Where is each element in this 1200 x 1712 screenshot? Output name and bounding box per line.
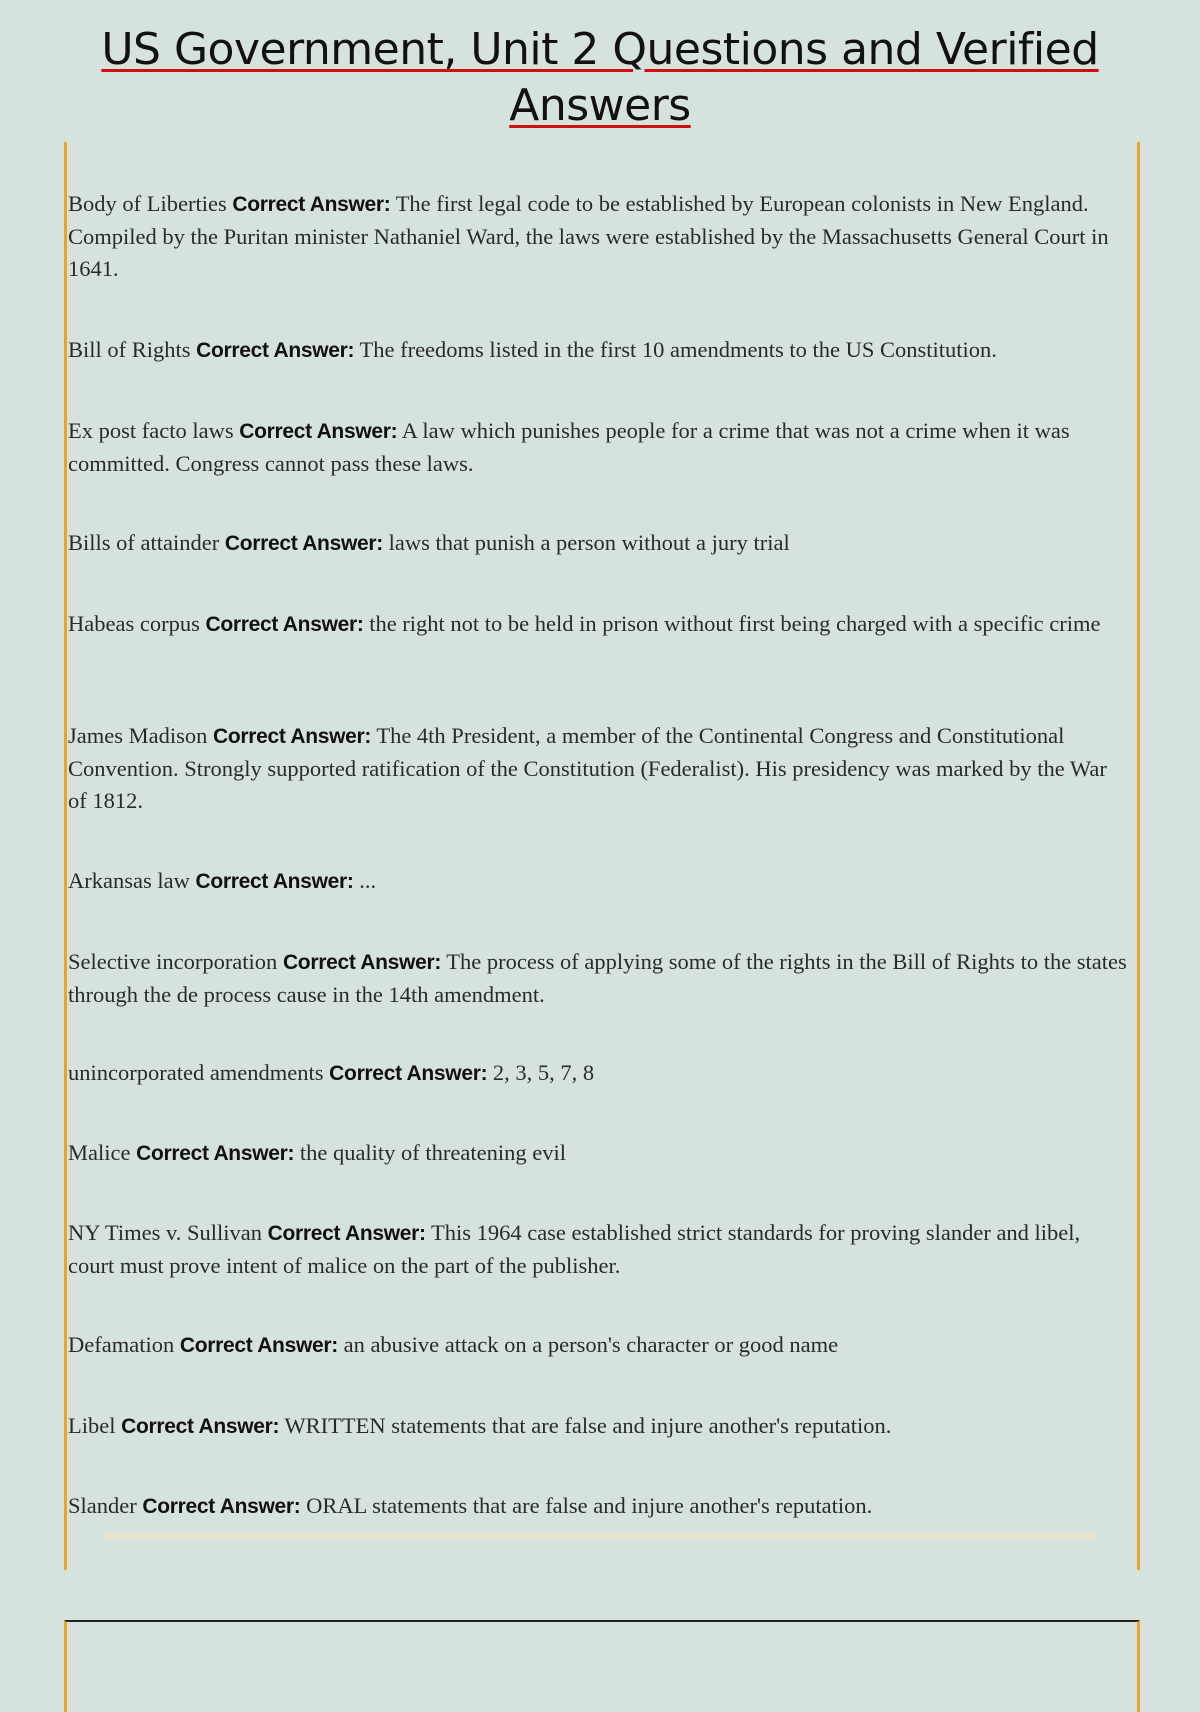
page-title-text: US Government, Unit 2 Questions and Verified Answers [101, 24, 1099, 131]
answer-label: Correct Answer: [282, 951, 442, 974]
answer-label: Correct Answer: [329, 1062, 488, 1085]
answer-label: Correct Answer: [267, 1222, 426, 1245]
qa-entry [68, 188, 1128, 285]
qa-entry [68, 608, 1128, 641]
qa-entry [68, 334, 1128, 367]
next-page-frame [64, 1620, 1140, 1712]
qa-term: Selective incorporation [68, 949, 278, 974]
qa-entry [68, 720, 1128, 817]
qa-term: Habeas corpus [68, 611, 200, 636]
page-title [60, 22, 1140, 134]
answer-label: Correct Answer: [179, 1334, 338, 1357]
qa-term: Bill of Rights [68, 337, 191, 362]
qa-answer: 2, 3, 5, 7, 8 [492, 1060, 595, 1085]
qa-term: NY Times v. Sullivan [68, 1220, 262, 1245]
qa-answer: ... [359, 868, 377, 893]
qa-term: James Madison [68, 723, 208, 748]
qa-term: Defamation [68, 1332, 175, 1357]
qa-term: Bills of attainder [68, 530, 220, 555]
qa-entry [68, 1410, 1128, 1443]
qa-answer: The 4th President, a member of the Continental Congress and Constitutional Convention. Strongly supported ratification of the Constitution (Federalist). His presidency was marked by the War of 1812. [68, 723, 1107, 813]
qa-term: Slander [68, 1493, 137, 1518]
qa-term: Libel [68, 1413, 116, 1438]
answer-label: Correct Answer: [232, 193, 391, 216]
qa-entry [68, 946, 1128, 1011]
qa-answer: The process of applying some of the rights in the Bill of Rights to the states through the de process cause in the 14th amendment. [68, 949, 1127, 1007]
qa-answer: ORAL statements that are false and injure another's reputation. [306, 1493, 873, 1518]
qa-term: Malice [68, 1140, 131, 1165]
qa-entry [68, 1329, 1128, 1362]
qa-entry [68, 1057, 1128, 1090]
qa-term: Arkansas law [68, 868, 190, 893]
answer-label: Correct Answer: [196, 339, 355, 362]
qa-entry [68, 415, 1128, 480]
answer-label: Correct Answer: [195, 870, 354, 893]
qa-entry [68, 527, 1128, 560]
qa-entry [68, 1137, 1128, 1170]
qa-entry [68, 865, 1128, 898]
qa-answer: A law which punishes people for a crime that was not a crime when it was committed. Congress cannot pass these laws. [68, 418, 1070, 476]
answer-label: Correct Answer: [121, 1415, 280, 1438]
qa-term: unincorporated amendments [68, 1060, 324, 1085]
qa-answer: an abusive attack on a person's character or good name [343, 1332, 839, 1357]
qa-answer: This 1964 case established strict standards for proving slander and libel, court must prove intent of malice on the part of the publisher. [68, 1220, 1081, 1278]
qa-entry [68, 1217, 1128, 1282]
qa-answer: The freedoms listed in the first 10 amendments to the US Constitution. [359, 337, 997, 362]
qa-answer: The first legal code to be established by European colonists in New England. Compiled by the Puritan minister Nathaniel Ward, the laws were established by the Massachusetts General Court in 1641. [68, 191, 1109, 281]
qa-term: Body of Liberties [68, 191, 227, 216]
answer-label: Correct Answer: [224, 532, 383, 555]
qa-answer: WRITTEN statements that are false and injure another's reputation. [284, 1413, 892, 1438]
answer-label: Correct Answer: [205, 613, 364, 636]
qa-answer: the right not to be held in prison without first being charged with a specific crime [369, 611, 1101, 636]
answer-label: Correct Answer: [239, 420, 398, 443]
answer-label: Correct Answer: [142, 1495, 301, 1518]
qa-term: Ex post facto laws [68, 418, 234, 443]
qa-entry [68, 1490, 1128, 1523]
divider [105, 1533, 1095, 1539]
qa-answer: laws that punish a person without a jury trial [388, 530, 790, 555]
answer-label: Correct Answer: [213, 725, 372, 748]
qa-answer: the quality of threatening evil [299, 1140, 566, 1165]
answer-label: Correct Answer: [136, 1142, 295, 1165]
